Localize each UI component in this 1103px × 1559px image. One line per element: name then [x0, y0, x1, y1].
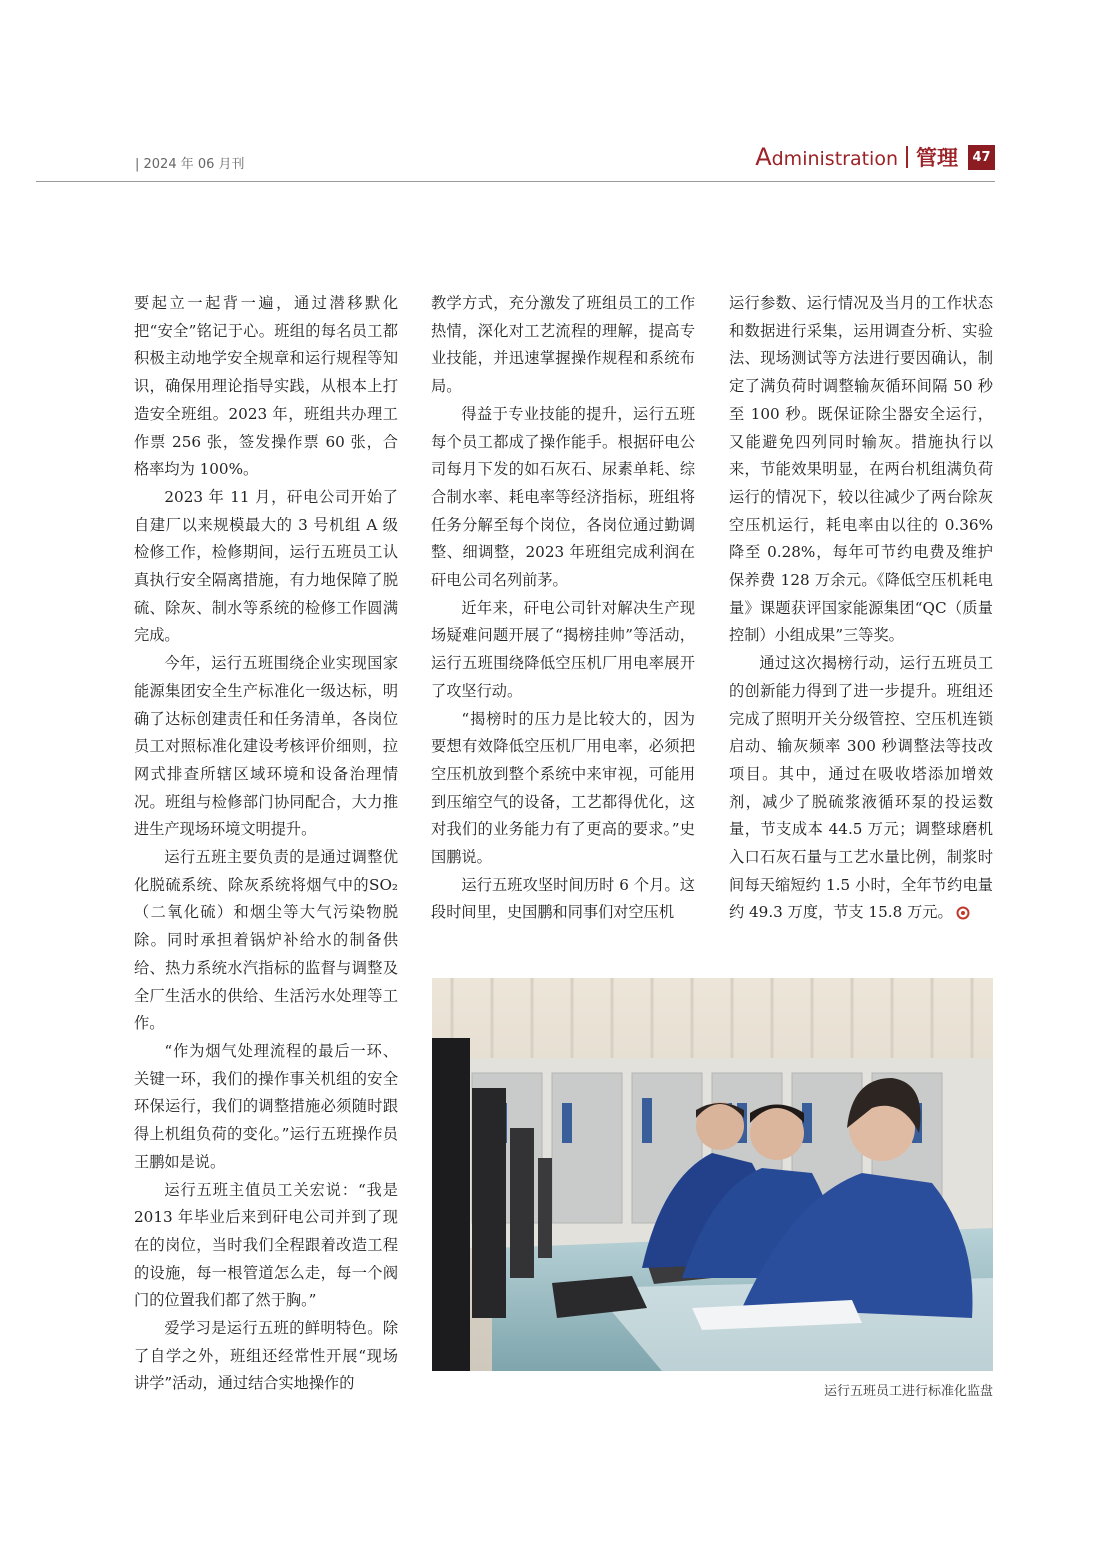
brand-english: Administration	[755, 143, 898, 171]
column-1	[134, 290, 398, 1398]
paragraph: 2023 年 11 月，矸电公司开始了自建厂以来规模最大的 3 号机组 A 级检修工作，检修期间，运行五班员工认真执行安全隔离措施，有力地保障了脱硫、除灰、制水等系统的检修工作圆满完成。	[134, 487, 398, 645]
photo-caption: 运行五班员工进行标准化监盘	[823, 1384, 993, 1399]
paragraph: 运行五班主要负责的是通过调整优化脱硫系统、除灰系统将烟气中的SO₂（二氧化硫）和烟尘等大气污染物脱除。同时承担着锅炉补给水的制备供给、热力系统水汽指标的监督与调整及全厂生活水的供给、生活污水处理等工作。	[134, 848, 398, 1033]
photo-illustration	[432, 978, 993, 1371]
end-mark-icon	[956, 906, 970, 920]
paragraph: 得益于专业技能的提升，运行五班每个员工都成了操作能手。根据矸电公司每月下发的如石灰石、尿素单耗、综合制水率、耗电率等经济指标，班组将任务分解至每个岗位，各岗位通过勤调整、细调整，2023 年班组完成利润在矸电公司名列前茅。	[431, 404, 695, 590]
issue-label: | 2024 年 06 月刊	[135, 157, 245, 172]
paragraph: 运行参数、运行情况及当月的工作状态和数据进行采集，运用调查分析、实验法、现场测试等方法进行要因确认，制定了满负荷时调整输灰循环间隔 50 秒至 100 秒。既保证除尘器安全运行，又能避免四列同时输灰。措施执行以来，节能效果明显，在两台机组满负荷运行的情况下，较以往减少了两台除灰空压机运行，耗电率由以往的 0.36% 降至 0.28%，每年可节约电费及维护保养费 128 万余元。《降低空压机耗电量》课题获评国家能源集团“QC（质量控制）小组成果”三等奖。	[729, 294, 993, 645]
control-room-photo	[432, 978, 993, 1371]
page-number: 47	[968, 145, 995, 170]
paragraph: 教学方式，充分激发了班组员工的工作热情，深化对工艺流程的理解，提高专业技能，并迅速掌握操作规程和系统布局。	[431, 294, 695, 396]
paragraph: “作为烟气处理流程的最后一环、关键一环，我们的操作事关机组的安全环保运行，我们的调整措施必须随时跟得上机组负荷的变化。”运行五班操作员王鹏如是说。	[134, 1041, 398, 1171]
brand-divider	[906, 146, 908, 168]
section-header	[755, 142, 995, 172]
paragraph: 运行五班攻坚时间历时 6 个月。这段时间里，史国鹏和同事们对空压机	[431, 875, 695, 922]
paragraph: 今年，运行五班围绕企业实现国家能源集团安全生产标准化一级达标，明确了达标创建责任和任务清单，各岗位员工对照标准化建设考核评价细则，拉网式排查所辖区域环境和设备治理情况。班组与检修部门协同配合，大力推进生产现场环境文明提升。	[134, 654, 398, 839]
column-3	[729, 290, 993, 927]
column-2	[431, 290, 695, 927]
paragraph: 爱学习是运行五班的鲜明特色。除了自学之外，班组还经常性开展“现场讲学”活动，通过结合实地操作的	[134, 1319, 398, 1393]
paragraph: 要起立一起背一遍，通过潜移默化把“安全”铭记于心。班组的每名员工都积极主动地学安全规章和运行规程等知识，确保用理论指导实践，从根本上打造安全班组。2023 年，班组共办理工作票 256 张，签发操作票 60 张，合格率均为 100%。	[134, 294, 398, 479]
header-rule	[36, 181, 995, 182]
paragraph: 近年来，矸电公司针对解决生产现场疑难问题开展了“揭榜挂帅”等活动，运行五班围绕降低空压机厂用电率展开了攻坚行动。	[431, 598, 695, 700]
paragraph: “揭榜时的压力是比较大的，因为要想有效降低空压机厂用电率，必须把空压机放到整个系统中来审视，可能用到压缩空气的设备，工艺都得优化，这对我们的业务能力有了更高的要求。”史国鹏说。	[431, 709, 695, 867]
paragraph: 运行五班主值员工关宏说：“我是 2013 年毕业后来到矸电公司并到了现在的岗位，当时我们全程跟着改造工程的设施，每一根管道怎么走，每一个阀门的位置我们都了然于胸。”	[134, 1180, 398, 1310]
section-title: 管理	[916, 146, 958, 170]
paragraph: 通过这次揭榜行动，运行五班员工的创新能力得到了进一步提升。班组还完成了照明开关分级管控、空压机连锁启动、输灰频率 300 秒调整法等技改项目。其中，通过在吸收塔添加增效剂，减少了脱硫浆液循环泵的投运数量，节支成本 44.5 万元；调整球磨机入口石灰石量与工艺水量比例，制浆时间每天缩短约 1.5 小时，全年节约电量约 49.3 万度，节支 15.8 万元。	[729, 654, 993, 922]
